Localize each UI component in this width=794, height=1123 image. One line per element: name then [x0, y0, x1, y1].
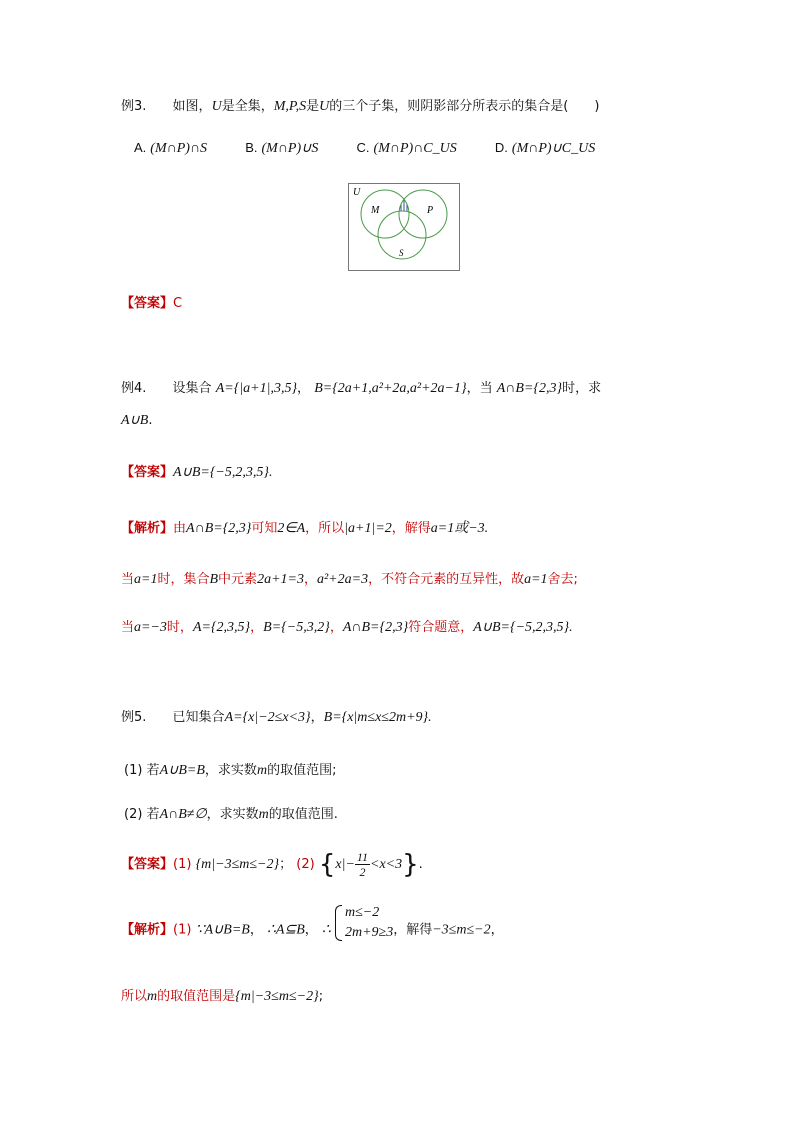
- system-line-1: m≤−2: [344, 905, 380, 920]
- math-expr: A={2,3,5}: [192, 620, 251, 635]
- stem-text: 是全集，: [221, 99, 274, 114]
- separator: .: [418, 857, 423, 872]
- option-b: [245, 138, 318, 159]
- stem-text: 已知集合: [172, 710, 225, 725]
- option-expr: (M∩P)∩S: [150, 141, 208, 156]
- example-5-solution-1: [121, 905, 504, 943]
- solution-text: ，: [304, 922, 318, 938]
- question-text: ，求实数: [204, 763, 257, 778]
- answer-value: {m|−3≤m≤−2}: [195, 857, 280, 872]
- option-a: [134, 138, 207, 159]
- question-text: ，求实数: [206, 807, 259, 822]
- label-m: M: [371, 205, 380, 216]
- brace-close: }: [402, 849, 419, 880]
- label-s: S: [399, 248, 404, 258]
- option-letter: B.: [245, 140, 258, 155]
- math-set-a: A={|a+1|,3,5}: [215, 381, 298, 396]
- therefore-symbol: ∴: [321, 922, 331, 938]
- example-label: 例3.: [121, 99, 147, 114]
- answer-value: <x<3: [370, 857, 403, 872]
- solution-text: ，: [250, 620, 264, 635]
- stem-text: ，当: [466, 381, 493, 396]
- separator: ；: [279, 857, 293, 872]
- label-u: U: [353, 187, 361, 198]
- solution-text: ;: [318, 989, 324, 1004]
- solution-text: 时，: [166, 620, 193, 635]
- option-d: [495, 138, 595, 159]
- question-text: 的取值范围;: [267, 763, 337, 778]
- answer-part-label: (1): [173, 857, 192, 872]
- math-expr: ∵A∪B=B: [195, 922, 250, 938]
- solution-text: 时，集合: [157, 572, 210, 587]
- solution-part-label: (1): [173, 922, 192, 938]
- label-p: P: [427, 205, 434, 216]
- solution-text: ，: [329, 620, 343, 635]
- stem-text: 时，求: [562, 381, 602, 396]
- math-var: m: [147, 989, 158, 1004]
- system-line-2: 2m+9≥3: [344, 925, 394, 940]
- example-5-stem: [121, 708, 432, 728]
- venn-diagram: [348, 183, 460, 271]
- math-expr: A∪B=B: [159, 763, 205, 778]
- solution-text: 中元素: [218, 572, 258, 587]
- math-expr: 2∈A: [277, 521, 306, 536]
- shaded-region: [349, 184, 459, 270]
- answer-tag: 【答案】: [121, 857, 174, 872]
- math-expr: A∩B≠∅: [159, 807, 207, 822]
- option-letter: D.: [494, 140, 508, 155]
- example-label: 例4.: [121, 381, 147, 396]
- stem-text: ，: [310, 710, 324, 725]
- venn-svg: [349, 184, 459, 270]
- math-expr: a=−3: [134, 620, 167, 635]
- example-5-question-1: [124, 761, 336, 781]
- solution-text: ，: [303, 572, 317, 587]
- example-4-solution-3: [121, 618, 573, 638]
- answer-tag: 【答案】: [121, 465, 174, 480]
- option-expr: (M∩P)∪C_US: [511, 141, 596, 156]
- option-c: [357, 138, 457, 159]
- example-3-stem: [121, 97, 599, 117]
- stem-text: 设集合: [172, 381, 212, 396]
- stem-text: 是: [306, 99, 320, 114]
- stem-text: .: [148, 413, 153, 428]
- fraction: [355, 850, 370, 879]
- stem-text: 的三个子集，则阴影部分所表示的集合是( ): [329, 99, 600, 114]
- fraction-denominator: 2: [359, 865, 366, 879]
- example-4-stem-cont: [121, 411, 153, 431]
- solution-text: ，解得: [391, 521, 431, 536]
- question-text: 的取值范围.: [268, 807, 338, 822]
- stem-text: 如图，: [172, 99, 212, 114]
- math-MPS: M,P,S: [273, 99, 307, 114]
- math-set-a: A={x|−2≤x<3}: [224, 710, 311, 725]
- solution-tag: 【解析】: [121, 521, 174, 536]
- solution-text: 符合题意，: [408, 620, 474, 635]
- math-expr: a=1: [524, 572, 548, 587]
- math-set-b: B={2a+1,a²+2a,a²+2a−1}: [314, 381, 467, 396]
- solution-text: ，: [249, 922, 263, 938]
- math-var: m: [258, 807, 269, 822]
- math-set-b: B={x|m≤x≤2m+9}.: [323, 710, 432, 725]
- fraction-numerator: 11: [356, 850, 368, 864]
- math-expr: B: [209, 572, 219, 587]
- solution-text: 舍去;: [547, 572, 578, 587]
- math-condition: A∩B={2,3}: [496, 381, 563, 396]
- solution-text: 当: [121, 572, 135, 587]
- math-expr: A∪B={−5,2,3,5}.: [473, 620, 573, 635]
- answer-value: C: [173, 296, 183, 311]
- example-label: 例5.: [121, 710, 147, 725]
- example-3-options: [134, 138, 629, 159]
- example-4-solution-2: [121, 570, 578, 590]
- option-expr: (M∩P)∩C_US: [373, 141, 457, 156]
- stem-text: ，: [297, 381, 311, 396]
- solution-text: ，不符合元素的互异性，故: [368, 572, 525, 587]
- math-expr: 2a+1=3: [257, 572, 304, 587]
- math-union: A∪B: [121, 413, 149, 428]
- example-5-answer: [121, 850, 423, 879]
- question-text: (1) 若: [124, 763, 160, 778]
- solution-text: ，解得: [393, 922, 433, 938]
- solution-tag: 【解析】: [121, 922, 174, 938]
- solution-text: 当: [121, 620, 135, 635]
- question-text: (2) 若: [124, 807, 160, 822]
- example-5-question-2: [124, 805, 338, 825]
- solution-text: ，: [490, 922, 504, 938]
- math-expr: |a+1|=2: [344, 521, 392, 536]
- math-expr: a=1或−3.: [430, 521, 489, 536]
- example-4-solution-1: [121, 519, 488, 539]
- option-letter: A.: [134, 140, 147, 155]
- solution-text: ，所以: [305, 521, 345, 536]
- inequality-system: [335, 903, 393, 943]
- math-expr: A∩B={2,3}: [342, 620, 409, 635]
- math-var: m: [256, 763, 268, 778]
- math-expr: {m|−3≤m≤−2}: [235, 989, 319, 1004]
- option-expr: (M∩P)∪S: [261, 141, 319, 156]
- math-U: U: [319, 99, 330, 114]
- answer-value: A∪B={−5,2,3,5}.: [173, 465, 273, 480]
- solution-text: 由: [173, 521, 187, 536]
- answer-part-label: (2): [296, 857, 315, 872]
- math-expr: a²+2a=3: [316, 572, 369, 587]
- math-expr: B={−5,3,2}: [263, 620, 330, 635]
- math-U: U: [211, 99, 222, 114]
- answer-tag: 【答案】: [121, 296, 174, 311]
- solution-text: 的取值范围是: [157, 989, 236, 1004]
- math-expr: −3≤m≤−2: [432, 922, 491, 938]
- example-4-answer: [121, 463, 272, 483]
- brace-open: {: [318, 849, 336, 880]
- math-expr: a=1: [134, 572, 158, 587]
- solution-text: 可知: [251, 521, 278, 536]
- example-3-answer: [121, 294, 182, 314]
- math-expr: A∩B={2,3}: [186, 521, 252, 536]
- option-letter: C.: [356, 140, 370, 155]
- example-4-stem: [121, 379, 601, 399]
- example-5-solution-2: [121, 987, 323, 1007]
- solution-text: 所以: [121, 989, 148, 1004]
- answer-value: x|−: [335, 857, 355, 872]
- math-expr: ∴A⊆B: [267, 922, 305, 938]
